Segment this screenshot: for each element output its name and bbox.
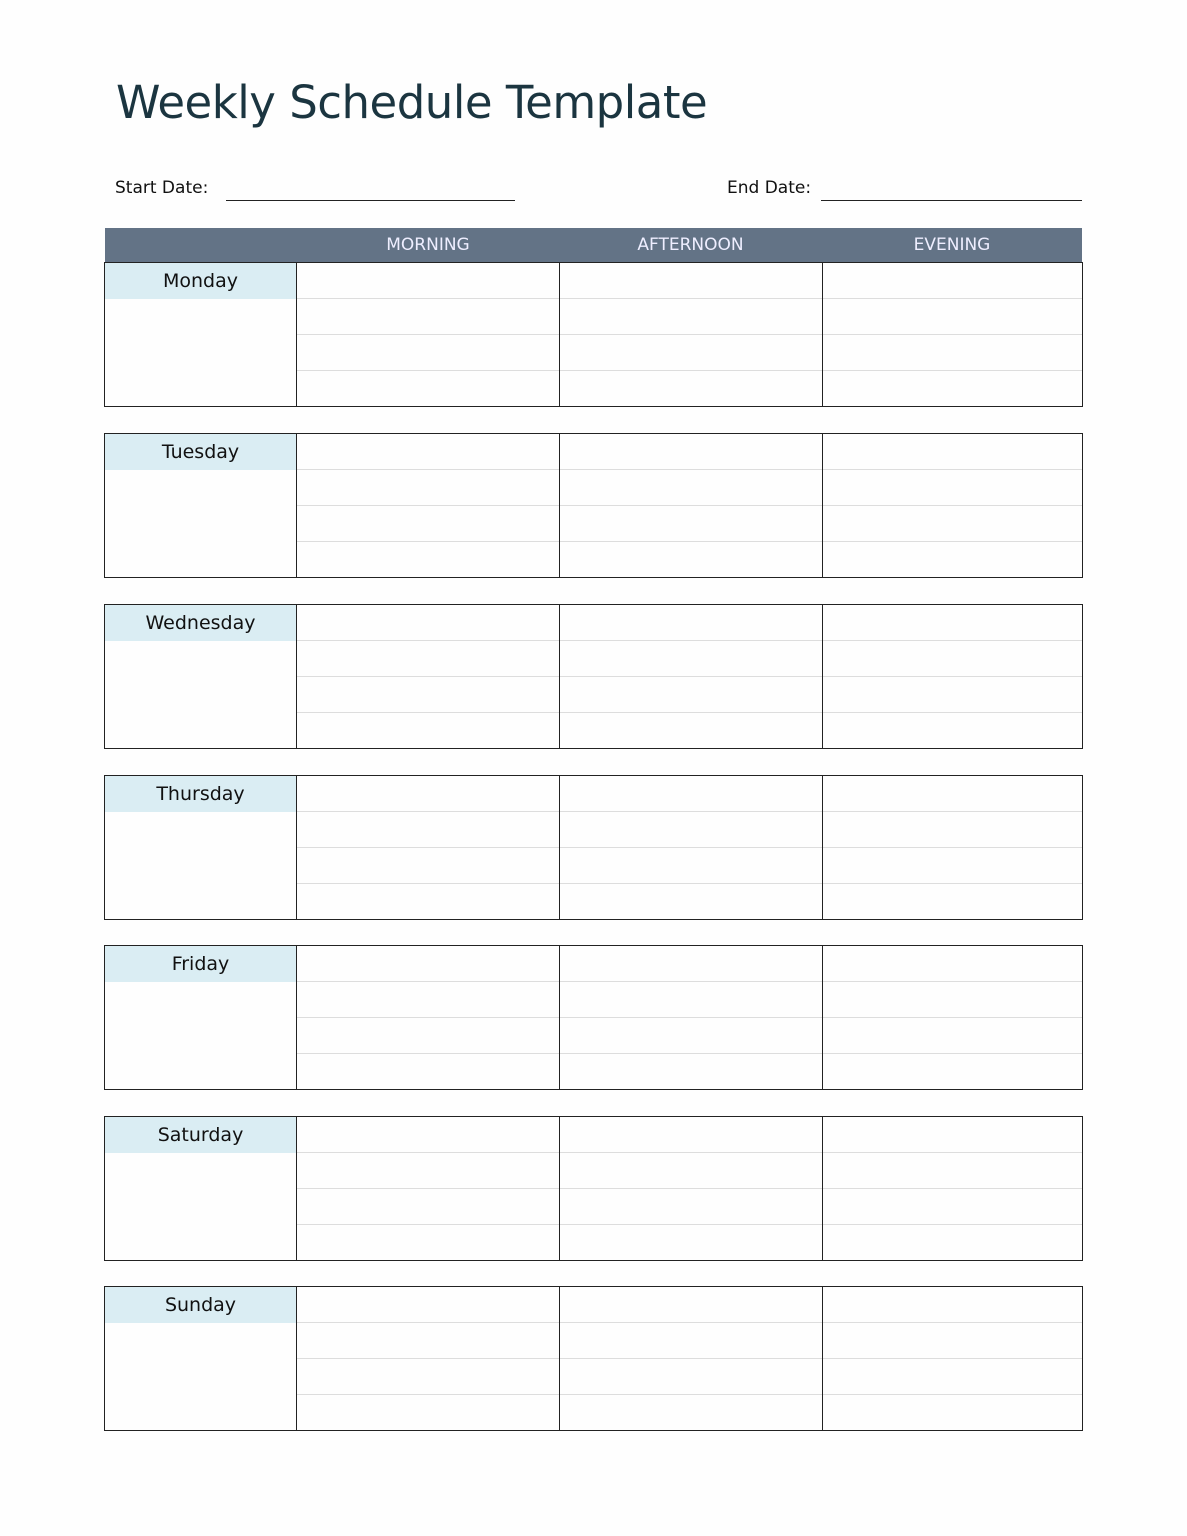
evening-entry-cell[interactable] xyxy=(823,677,1082,713)
header-spacer xyxy=(105,228,297,262)
evening-column xyxy=(823,605,1082,748)
day-block-sunday xyxy=(104,1286,1083,1431)
evening-entry-cell[interactable] xyxy=(823,713,1082,748)
evening-entry-cell[interactable] xyxy=(823,641,1082,677)
morning-entry-cell[interactable] xyxy=(297,848,559,884)
afternoon-entry-cell[interactable] xyxy=(560,1018,822,1054)
evening-entry-cell[interactable] xyxy=(823,335,1082,371)
evening-entry-cell[interactable] xyxy=(823,605,1082,641)
afternoon-entry-cell[interactable] xyxy=(560,371,822,406)
header-morning: MORNING xyxy=(386,235,470,255)
morning-entry-cell[interactable] xyxy=(297,434,559,470)
afternoon-entry-cell[interactable] xyxy=(560,1287,822,1323)
afternoon-entry-cell[interactable] xyxy=(560,1395,822,1430)
evening-entry-cell[interactable] xyxy=(823,946,1082,982)
day-label-cell xyxy=(105,1117,297,1260)
evening-entry-cell[interactable] xyxy=(823,1323,1082,1359)
morning-entry-cell[interactable] xyxy=(297,371,559,406)
afternoon-entry-cell[interactable] xyxy=(560,470,822,506)
morning-entry-cell[interactable] xyxy=(297,1054,559,1089)
morning-entry-cell[interactable] xyxy=(297,335,559,371)
day-block-wednesday xyxy=(104,604,1083,749)
morning-entry-cell[interactable] xyxy=(297,641,559,677)
start-date-field[interactable] xyxy=(226,200,515,201)
end-date-field[interactable] xyxy=(821,200,1082,201)
afternoon-column xyxy=(560,946,823,1089)
day-block-thursday xyxy=(104,775,1083,920)
day-name: Monday xyxy=(105,263,296,299)
afternoon-entry-cell[interactable] xyxy=(560,1054,822,1089)
morning-entry-cell[interactable] xyxy=(297,812,559,848)
afternoon-column xyxy=(560,263,823,406)
morning-column xyxy=(297,776,560,919)
morning-entry-cell[interactable] xyxy=(297,1395,559,1430)
morning-entry-cell[interactable] xyxy=(297,506,559,542)
afternoon-entry-cell[interactable] xyxy=(560,884,822,919)
evening-entry-cell[interactable] xyxy=(823,1117,1082,1153)
header-afternoon: AFTERNOON xyxy=(637,235,744,255)
day-label-cell xyxy=(105,263,297,406)
morning-entry-cell[interactable] xyxy=(297,946,559,982)
afternoon-entry-cell[interactable] xyxy=(560,982,822,1018)
morning-entry-cell[interactable] xyxy=(297,713,559,748)
evening-entry-cell[interactable] xyxy=(823,884,1082,919)
afternoon-entry-cell[interactable] xyxy=(560,1323,822,1359)
morning-entry-cell[interactable] xyxy=(297,542,559,577)
evening-entry-cell[interactable] xyxy=(823,299,1082,335)
morning-column xyxy=(297,434,560,577)
afternoon-column xyxy=(560,1117,823,1260)
evening-entry-cell[interactable] xyxy=(823,1225,1082,1260)
afternoon-entry-cell[interactable] xyxy=(560,812,822,848)
afternoon-entry-cell[interactable] xyxy=(560,605,822,641)
evening-entry-cell[interactable] xyxy=(823,263,1082,299)
day-name: Friday xyxy=(105,946,296,982)
evening-entry-cell[interactable] xyxy=(823,1287,1082,1323)
day-name: Thursday xyxy=(105,776,296,812)
morning-column xyxy=(297,605,560,748)
day-block-tuesday xyxy=(104,433,1083,578)
morning-column xyxy=(297,1287,560,1430)
day-block-friday xyxy=(104,945,1083,1090)
afternoon-entry-cell[interactable] xyxy=(560,776,822,812)
end-date-label: End Date: xyxy=(727,178,812,198)
morning-column xyxy=(297,946,560,1089)
morning-entry-cell[interactable] xyxy=(297,884,559,919)
evening-entry-cell[interactable] xyxy=(823,776,1082,812)
day-label-cell xyxy=(105,776,297,919)
evening-entry-cell[interactable] xyxy=(823,1189,1082,1225)
start-date-label: Start Date: xyxy=(115,178,209,198)
evening-entry-cell[interactable] xyxy=(823,1018,1082,1054)
evening-entry-cell[interactable] xyxy=(823,470,1082,506)
afternoon-column xyxy=(560,776,823,919)
morning-entry-cell[interactable] xyxy=(297,1225,559,1260)
morning-entry-cell[interactable] xyxy=(297,1117,559,1153)
day-name: Saturday xyxy=(105,1117,296,1153)
evening-entry-cell[interactable] xyxy=(823,434,1082,470)
afternoon-entry-cell[interactable] xyxy=(560,848,822,884)
evening-entry-cell[interactable] xyxy=(823,542,1082,577)
morning-entry-cell[interactable] xyxy=(297,605,559,641)
morning-entry-cell[interactable] xyxy=(297,982,559,1018)
afternoon-entry-cell[interactable] xyxy=(560,263,822,299)
evening-entry-cell[interactable] xyxy=(823,1395,1082,1430)
evening-entry-cell[interactable] xyxy=(823,1359,1082,1395)
afternoon-entry-cell[interactable] xyxy=(560,1189,822,1225)
afternoon-column xyxy=(560,434,823,577)
afternoon-entry-cell[interactable] xyxy=(560,434,822,470)
column-header-bar xyxy=(105,228,1082,262)
morning-entry-cell[interactable] xyxy=(297,470,559,506)
morning-entry-cell[interactable] xyxy=(297,1359,559,1395)
afternoon-entry-cell[interactable] xyxy=(560,1359,822,1395)
evening-column xyxy=(823,946,1082,1089)
afternoon-column xyxy=(560,605,823,748)
afternoon-entry-cell[interactable] xyxy=(560,542,822,577)
morning-column xyxy=(297,1117,560,1260)
evening-entry-cell[interactable] xyxy=(823,982,1082,1018)
evening-column xyxy=(823,1117,1082,1260)
morning-entry-cell[interactable] xyxy=(297,1323,559,1359)
morning-entry-cell[interactable] xyxy=(297,677,559,713)
morning-entry-cell[interactable] xyxy=(297,776,559,812)
evening-entry-cell[interactable] xyxy=(823,371,1082,406)
evening-entry-cell[interactable] xyxy=(823,1153,1082,1189)
morning-column xyxy=(297,263,560,406)
morning-entry-cell[interactable] xyxy=(297,299,559,335)
afternoon-entry-cell[interactable] xyxy=(560,1153,822,1189)
day-block-saturday xyxy=(104,1116,1083,1261)
header-evening: EVENING xyxy=(913,235,991,255)
day-block-monday xyxy=(104,262,1083,407)
afternoon-entry-cell[interactable] xyxy=(560,1225,822,1260)
morning-entry-cell[interactable] xyxy=(297,263,559,299)
afternoon-entry-cell[interactable] xyxy=(560,641,822,677)
afternoon-entry-cell[interactable] xyxy=(560,946,822,982)
evening-entry-cell[interactable] xyxy=(823,812,1082,848)
afternoon-column xyxy=(560,1287,823,1430)
morning-entry-cell[interactable] xyxy=(297,1189,559,1225)
day-label-cell xyxy=(105,1287,297,1430)
evening-entry-cell[interactable] xyxy=(823,506,1082,542)
day-label-cell xyxy=(105,434,297,577)
morning-entry-cell[interactable] xyxy=(297,1018,559,1054)
evening-column xyxy=(823,776,1082,919)
day-label-cell xyxy=(105,605,297,748)
evening-entry-cell[interactable] xyxy=(823,848,1082,884)
evening-column xyxy=(823,434,1082,577)
afternoon-entry-cell[interactable] xyxy=(560,1117,822,1153)
afternoon-entry-cell[interactable] xyxy=(560,299,822,335)
afternoon-entry-cell[interactable] xyxy=(560,506,822,542)
evening-column xyxy=(823,1287,1082,1430)
afternoon-entry-cell[interactable] xyxy=(560,713,822,748)
day-name: Tuesday xyxy=(105,434,296,470)
afternoon-entry-cell[interactable] xyxy=(560,335,822,371)
morning-entry-cell[interactable] xyxy=(297,1153,559,1189)
day-label-cell xyxy=(105,946,297,1089)
day-name: Sunday xyxy=(105,1287,296,1323)
day-name: Wednesday xyxy=(105,605,296,641)
afternoon-entry-cell[interactable] xyxy=(560,677,822,713)
evening-entry-cell[interactable] xyxy=(823,1054,1082,1089)
page-title: Weekly Schedule Template xyxy=(116,76,708,129)
morning-entry-cell[interactable] xyxy=(297,1287,559,1323)
evening-column xyxy=(823,263,1082,406)
